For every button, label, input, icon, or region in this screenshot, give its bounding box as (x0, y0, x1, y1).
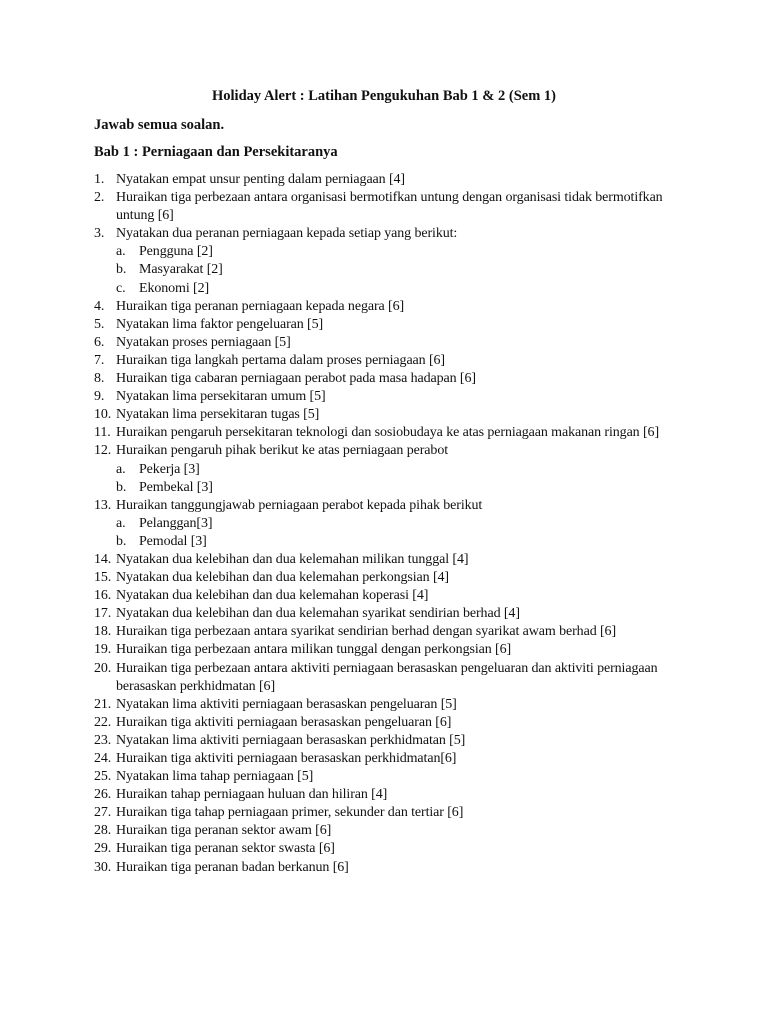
question-text: Nyatakan dua peranan perniagaan kepada setiap yang berikut: (116, 226, 458, 242)
question-number: 26. (94, 787, 112, 803)
question-item (94, 696, 694, 714)
question-item (94, 334, 694, 352)
question-item (94, 316, 694, 334)
question-text: Nyatakan proses perniagaan [5] (116, 334, 291, 350)
question-text: Nyatakan lima aktiviti perniagaan berasaskan perkhidmatan [5] (116, 732, 466, 748)
question-list (94, 171, 694, 877)
question-number: 16. (94, 588, 112, 604)
sub-question-text: Pemodal [3] (139, 533, 207, 549)
question-text: Huraikan tiga peranan perniagaan kepada negara [6] (116, 298, 405, 314)
question-text: Huraikan tiga peranan sektor awam [6] (116, 823, 332, 839)
question-item (94, 859, 694, 877)
question-item (94, 225, 694, 243)
question-text: Huraikan tiga perbezaan antara milikan tunggal dengan perkongsian [6] (116, 642, 512, 658)
question-text: Huraikan tiga peranan sektor swasta [6] (116, 841, 335, 857)
question-number: 29. (94, 841, 112, 857)
question-number: 25. (94, 769, 112, 785)
question-item (94, 804, 694, 822)
question-number: 1. (94, 172, 105, 187)
sub-question-text: Pembekal [3] (139, 479, 213, 495)
question-text: Nyatakan lima persekitaran umum [5] (116, 389, 326, 405)
question-item (94, 750, 694, 768)
question-number: 5. (94, 316, 105, 332)
question-number: 13. (94, 497, 112, 513)
question-item (94, 442, 694, 460)
question-item (94, 189, 694, 225)
question-text: Huraikan tiga aktiviti perniagaan berasaskan perkhidmatan[6] (116, 751, 457, 766)
sub-question-letter: b. (116, 533, 127, 549)
section-heading: Bab 1 : Perniagaan dan Persekitaranya (94, 144, 338, 160)
question-number: 3. (94, 226, 105, 242)
question-number: 10. (94, 407, 112, 423)
question-item (94, 497, 694, 515)
question-number: 2. (94, 190, 105, 206)
question-text: Nyatakan dua kelebihan dan dua kelemahan perkongsian [4] (116, 570, 449, 586)
question-item (94, 352, 694, 370)
question-text: Huraikan tiga langkah pertama dalam proses perniagaan [6] (116, 352, 445, 368)
question-item (94, 424, 694, 442)
question-number: 30. (94, 859, 112, 875)
question-number: 21. (94, 696, 112, 712)
question-number: 7. (94, 352, 105, 368)
question-item (94, 587, 694, 605)
question-item (94, 840, 694, 858)
question-number: 27. (94, 805, 112, 821)
question-item (94, 714, 694, 732)
instruction-text: Jawab semua soalan. (94, 117, 225, 133)
sub-question-text: Pengguna [2] (139, 244, 213, 260)
question-number: 18. (94, 624, 112, 640)
question-item (94, 551, 694, 569)
sub-question-item (94, 280, 694, 298)
sub-question-item (94, 261, 694, 279)
question-text: Nyatakan lima tahap perniagaan [5] (116, 769, 314, 785)
question-number: 4. (94, 298, 105, 314)
sub-question-letter: b. (116, 479, 127, 495)
question-number: 24. (94, 751, 112, 766)
question-text: Nyatakan lima persekitaran tugas [5] (116, 407, 320, 423)
sub-question-letter: a. (116, 244, 126, 260)
question-item (94, 569, 694, 587)
question-text: Nyatakan lima faktor pengeluaran [5] (116, 316, 324, 332)
question-number: 20. (94, 660, 112, 676)
sub-question-letter: b. (116, 262, 127, 278)
question-text: Nyatakan dua kelebihan dan dua kelemahan syarikat sendirian berhad [4] (116, 606, 520, 622)
question-item (94, 388, 694, 406)
question-item (94, 171, 694, 189)
question-number: 12. (94, 443, 112, 459)
question-item (94, 298, 694, 316)
question-text: Huraikan tahap perniagaan huluan dan hiliran [4] (116, 787, 388, 803)
question-item (94, 406, 694, 424)
document-title: Holiday Alert : Latihan Pengukuhan Bab 1 & 2 (Sem 1) (211, 88, 556, 104)
question-text: Huraikan tiga perbezaan antara syarikat sendirian berhad dengan syarikat awam berhad [6] (116, 624, 617, 640)
question-item (94, 822, 694, 840)
question-text: Huraikan tiga aktiviti perniagaan berasaskan pengeluaran [6] (116, 714, 452, 730)
sub-question-item (94, 479, 694, 497)
question-item (94, 786, 694, 804)
question-text: Nyatakan empat unsur penting dalam perniagaan [4] (116, 172, 405, 187)
question-item (94, 623, 694, 641)
sub-question-text: Masyarakat [2] (139, 262, 223, 278)
question-text: Nyatakan lima aktiviti perniagaan berasaskan pengeluaran [5] (116, 696, 457, 712)
question-text: Huraikan tiga tahap perniagaan primer, sekunder dan tertiar [6] (116, 805, 464, 821)
sub-question-item (94, 515, 694, 533)
sub-question-letter: a. (116, 515, 126, 531)
sub-question-text: Pekerja [3] (139, 461, 200, 477)
sub-question-text: Pelanggan[3] (139, 515, 213, 531)
question-text: Huraikan tiga cabaran perniagaan perabot pada masa hadapan [6] (116, 371, 476, 387)
question-text: Huraikan pengaruh pihak berikut ke atas perniagaan perabot (116, 443, 449, 459)
sub-question-letter: a. (116, 461, 126, 477)
question-number: 9. (94, 389, 105, 405)
sub-question-item (94, 533, 694, 551)
question-text: Huraikan tiga perbezaan antara organisasi bermotifkan untung dengan organisasi tidak bermotifkan untung [6] (116, 190, 663, 224)
question-text: Huraikan tiga peranan badan berkanun [6] (116, 859, 349, 875)
question-number: 23. (94, 732, 112, 748)
question-item (94, 768, 694, 786)
sub-question-item (94, 461, 694, 479)
sub-question-letter: c. (116, 280, 126, 296)
question-text: Nyatakan dua kelebihan dan dua kelemahan koperasi [4] (116, 588, 429, 604)
question-text: Huraikan tiga perbezaan antara aktiviti perniagaan berasaskan pengeluaran dan aktiviti perniagaan berasaskan perkhidmatan [6] (116, 660, 658, 694)
question-number: 28. (94, 823, 112, 839)
question-number: 6. (94, 334, 105, 350)
question-number: 11. (94, 425, 111, 441)
sub-question-text: Ekonomi [2] (139, 280, 210, 296)
question-number: 22. (94, 714, 112, 730)
question-item (94, 660, 694, 696)
question-text: Huraikan pengaruh persekitaran teknologi dan sosiobudaya ke atas perniagaan makanan ringan [6] (116, 425, 660, 441)
question-number: 15. (94, 570, 112, 586)
question-item (94, 370, 694, 388)
question-number: 8. (94, 371, 105, 387)
question-item (94, 732, 694, 750)
question-number: 17. (94, 606, 112, 622)
question-number: 14. (94, 551, 112, 567)
question-item (94, 605, 694, 623)
question-text: Nyatakan dua kelebihan dan dua kelemahan milikan tunggal [4] (116, 551, 469, 567)
sub-question-item (94, 243, 694, 261)
question-item (94, 641, 694, 659)
question-text: Huraikan tanggungjawab perniagaan perabot kepada pihak berikut (116, 497, 483, 513)
question-number: 19. (94, 642, 112, 658)
